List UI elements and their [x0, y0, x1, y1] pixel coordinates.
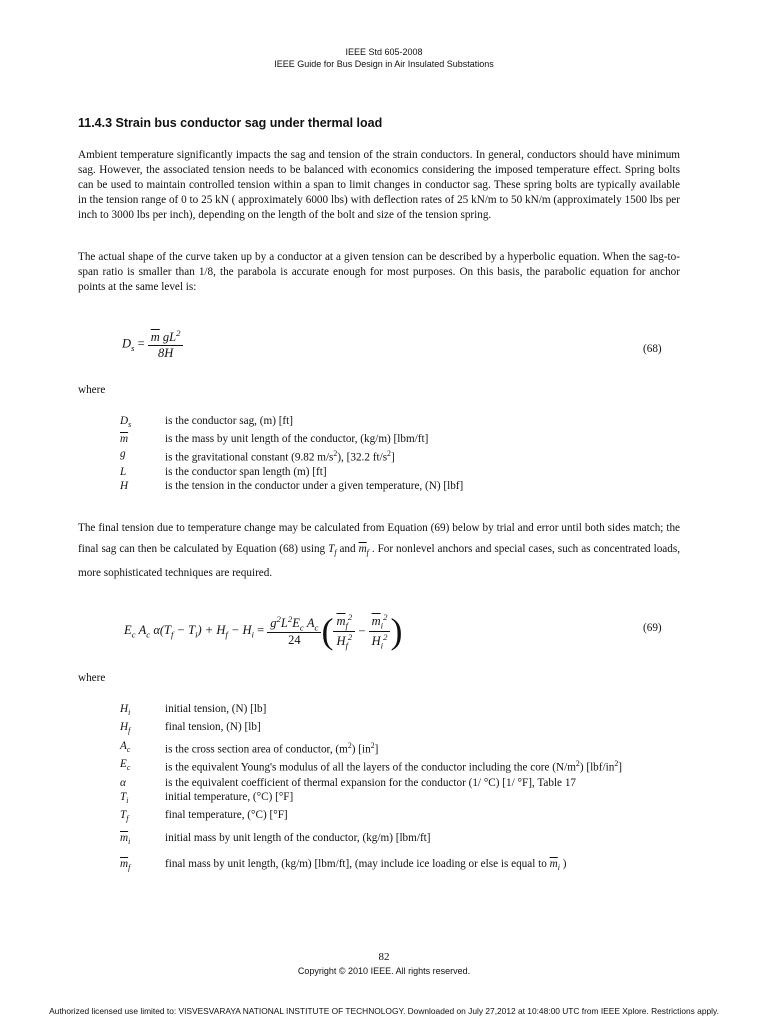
- def-row-mi: $\overline{m}_i$ initial mass by unit length of the conductor, (kg/m) [lbm/ft]: [120, 831, 431, 847]
- eq68-lhs-sub: s: [131, 342, 135, 353]
- eq68-equals: =: [134, 336, 148, 351]
- standard-number: IEEE Std 605-2008: [345, 47, 423, 57]
- eq68-lhs: D: [122, 336, 132, 351]
- eq68-num-rest: gL: [159, 330, 177, 345]
- license-notice: Authorized licensed use limited to: VISVESVARAYA NATIONAL INSTITUTE OF TECHNOLOGY. Downloaded on July 27,2012 at 10:48:00 UTC from IEEE Xplore. Restrictions apply.: [49, 1006, 719, 1016]
- def-row-ec: $E_c$ is the equivalent Young's modulus of all the layers of the conductor including the core $(N/m^2)$ $[lbf/in^2]$: [120, 758, 622, 775]
- def-row-g: g is the gravitational constant (9.82 $m/s^2$), [32.2 $ft/s^2$]: [120, 447, 395, 464]
- paragraph-parabolic-intro: The actual shape of the curve taken up by a conductor at a given tension can be described by a hyperbolic equation. When the sag-to-span ratio is smaller than 1/8, the parabola is accurate enough for most purposes. On this basis, the parabolic equation for anchor points at the same level is:: [78, 251, 680, 293]
- equation-68-number: (68): [643, 343, 662, 355]
- def-row-ti: $T_i$ initial temperature, (°C) [°F]: [120, 790, 294, 806]
- def-row-m: $\overline{m}$ is the mass by unit length of the conductor, (kg/m) [lbm/ft]: [120, 433, 429, 446]
- def-row-alpha: α is the equivalent coefficient of thermal expansion for the conductor (1/ °C) [1/ °F], Table 17: [120, 776, 577, 789]
- definitions-eq69: [78, 702, 675, 876]
- definitions-eq68: [78, 414, 463, 493]
- equation-69: $E_c$ $A_c$ $\alpha(T_f - T_i) + H_f - H_i$ = $\frac{g^2L^2E_c A_c}{24}$ ( $\frac{\overline{m}_f^2}{H_f^2}$ − $\frac{\overline{m}_i^2}{H_i^2}$ ): [124, 611, 403, 651]
- def-row-ac: $A_c$ is the cross section area of conductor, $(m^2)$ $[in^2]$: [120, 739, 379, 756]
- eq68-den: 8H: [157, 346, 174, 361]
- page-number: 82: [378, 951, 390, 963]
- copyright: Copyright © 2010 IEEE. All rights reserved.: [297, 966, 471, 976]
- section-title: 11.4.3 Strain bus conductor sag under thermal load: [78, 116, 383, 130]
- equation-68: [122, 328, 183, 361]
- def-row-mf: $\overline{m}_f$ final mass by unit length, (kg/m) [lbm/ft], (may include ice loading or else is equal to $\overline{m}_i$ ): [120, 858, 567, 873]
- document-title: IEEE Guide for Bus Design in Air Insulated Substations: [274, 59, 494, 69]
- eq68-num-sup: 2: [176, 328, 181, 338]
- def-row-ds: $D_s$ is the conductor sag, (m) [ft]: [120, 415, 293, 430]
- def-row-h: H is the tension in the conductor under a given temperature, (N) [lbf]: [120, 479, 464, 492]
- def-row-hi: $H_i$ initial tension, (N) [lb]: [120, 703, 267, 718]
- where-label-2: where: [78, 672, 106, 684]
- equation-69-number: (69): [643, 622, 662, 634]
- where-label-1: where: [78, 384, 106, 396]
- def-row-tf: $T_f$ final temperature, (°C) [°F]: [120, 809, 288, 824]
- def-row-hf: $H_f$ final tension, (N) [lb]: [120, 721, 261, 736]
- eq68-num-m: $\overline{m}$: [150, 330, 160, 345]
- eq68-fraction: [148, 328, 184, 361]
- paragraph-spring-bolts: Ambient temperature significantly impacts the sag and tension of the strain conductors. In general, conductors should have minimum sag. However, the associated tension needs to be balanced with economics considering the imposed temperature effect. Spring bolts can be used to maintain controlled tension within a span to limit changes in conductor sag. These spring bolts are typically available in the tension range of 0 to 25 kN ( approximately 6000 lbs) with deflection rates of 25 kN/m to 50 kN/m (approximately 1500 lbs per inch to 3000 lbs per inch), depending on the length of the bolt and size of the tension spring.: [78, 149, 680, 221]
- def-row-l: L is the conductor span length (m) [ft]: [120, 465, 327, 478]
- paragraph-final-tension: The final tension due to temperature change may be calculated from Equation (69) below by trial and error until both sides match; the final sag can then be calculated by Equation (68) using $T_f$ and $\overline{m}_f$ . For nonlevel anchors and special cases, such as concentrated loads, more sophisticated techniques are required.: [78, 522, 680, 580]
